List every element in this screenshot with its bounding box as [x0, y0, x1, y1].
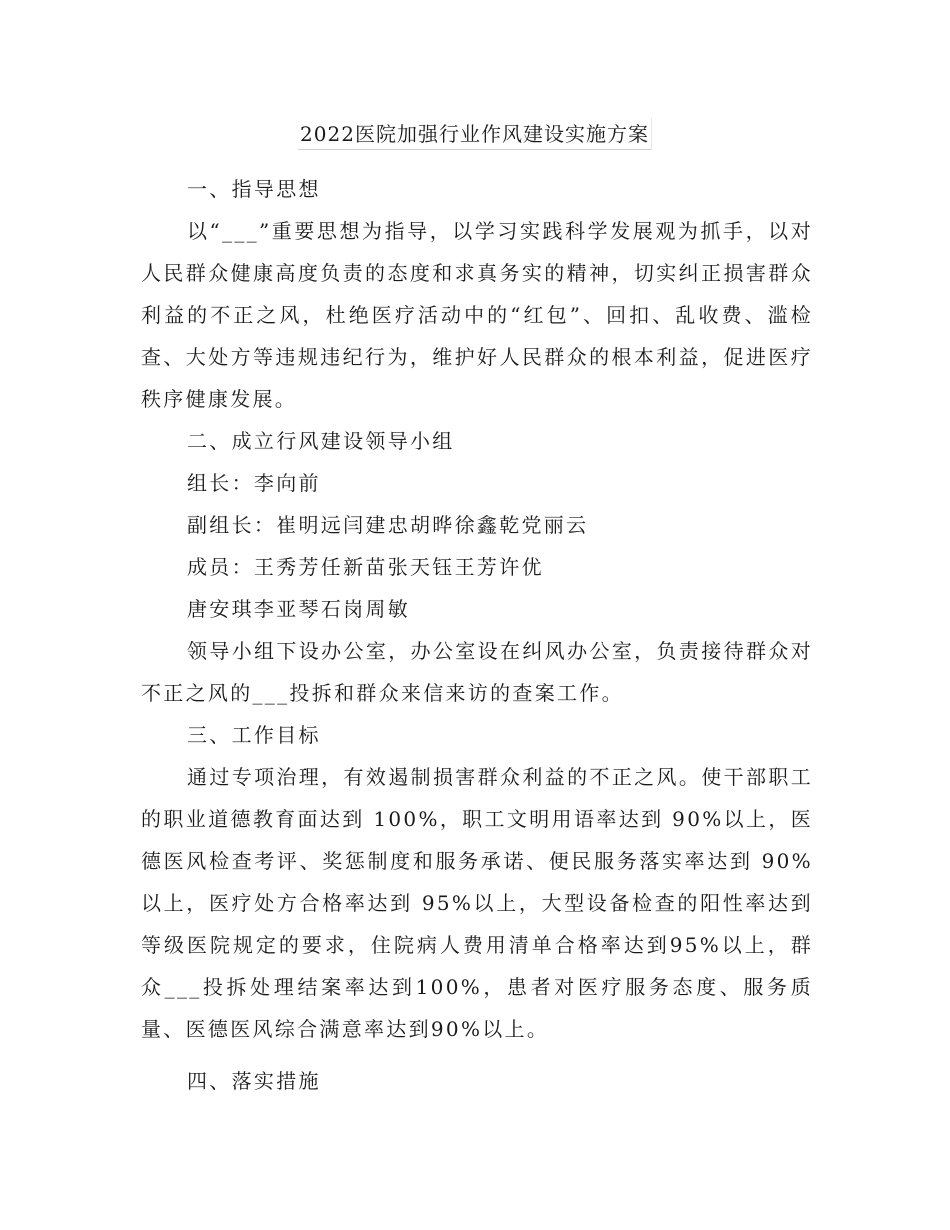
document-body: [141, 168, 813, 1102]
members-line: 成员：王秀芳任新苗张天钰王芳许优: [187, 555, 544, 579]
group-leader-line: 组长：李向前: [187, 471, 321, 495]
heading-work-goals: 三、工作目标: [187, 723, 321, 747]
title-container: [0, 118, 950, 150]
heading-measures: 四、落实措施: [187, 1069, 321, 1093]
heading-leadership-group: 二、成立行风建设领导小组: [187, 429, 455, 453]
paragraph-guiding-ideology: 以“___”重要思想为指导，以学习实践科学发展观为抓手，以对人民群众健康高度负责的态度和求真务实的精神，切实纠正损害群众利益的不正之风，杜绝医疗活动中的“红包”、回扣、乱收费、滥检查、大处方等违规违纪行为，维护好人民群众的根本利益，促进医疗秩序健康发展。: [141, 219, 813, 411]
paragraph-work-goals: 通过专项治理，有效遏制损害群众利益的不正之风。使干部职工的职业道德教育面达到 100%，职工文明用语率达到 90%以上，医德医风检查考评、奖惩制度和服务承诺、便民服务落实率达到 90%以上，医疗处方合格率达到 95%以上，大型设备检查的阳性率达到等级医院规定的要求，住院病人费用清单合格率达到95%以上，群众___投拆处理结案率达到100%，患者对医疗服务态度、服务质量、医德医风综合满意率达到90%以上。: [141, 765, 813, 1041]
members-line-continued: 唐安琪李亚琴石岗周敏: [187, 597, 410, 621]
deputy-leaders-line: 副组长：崔明远闫建忠胡晔徐鑫乾党丽云: [187, 513, 589, 537]
paragraph-office: 领导小组下设办公室，办公室设在纠风办公室，负责接待群众对不正之风的___投拆和群众来信来访的查案工作。: [141, 639, 813, 705]
heading-guiding-ideology: 一、指导思想: [187, 177, 321, 201]
document-title: 2022医院加强行业作风建设实施方案: [298, 118, 652, 150]
